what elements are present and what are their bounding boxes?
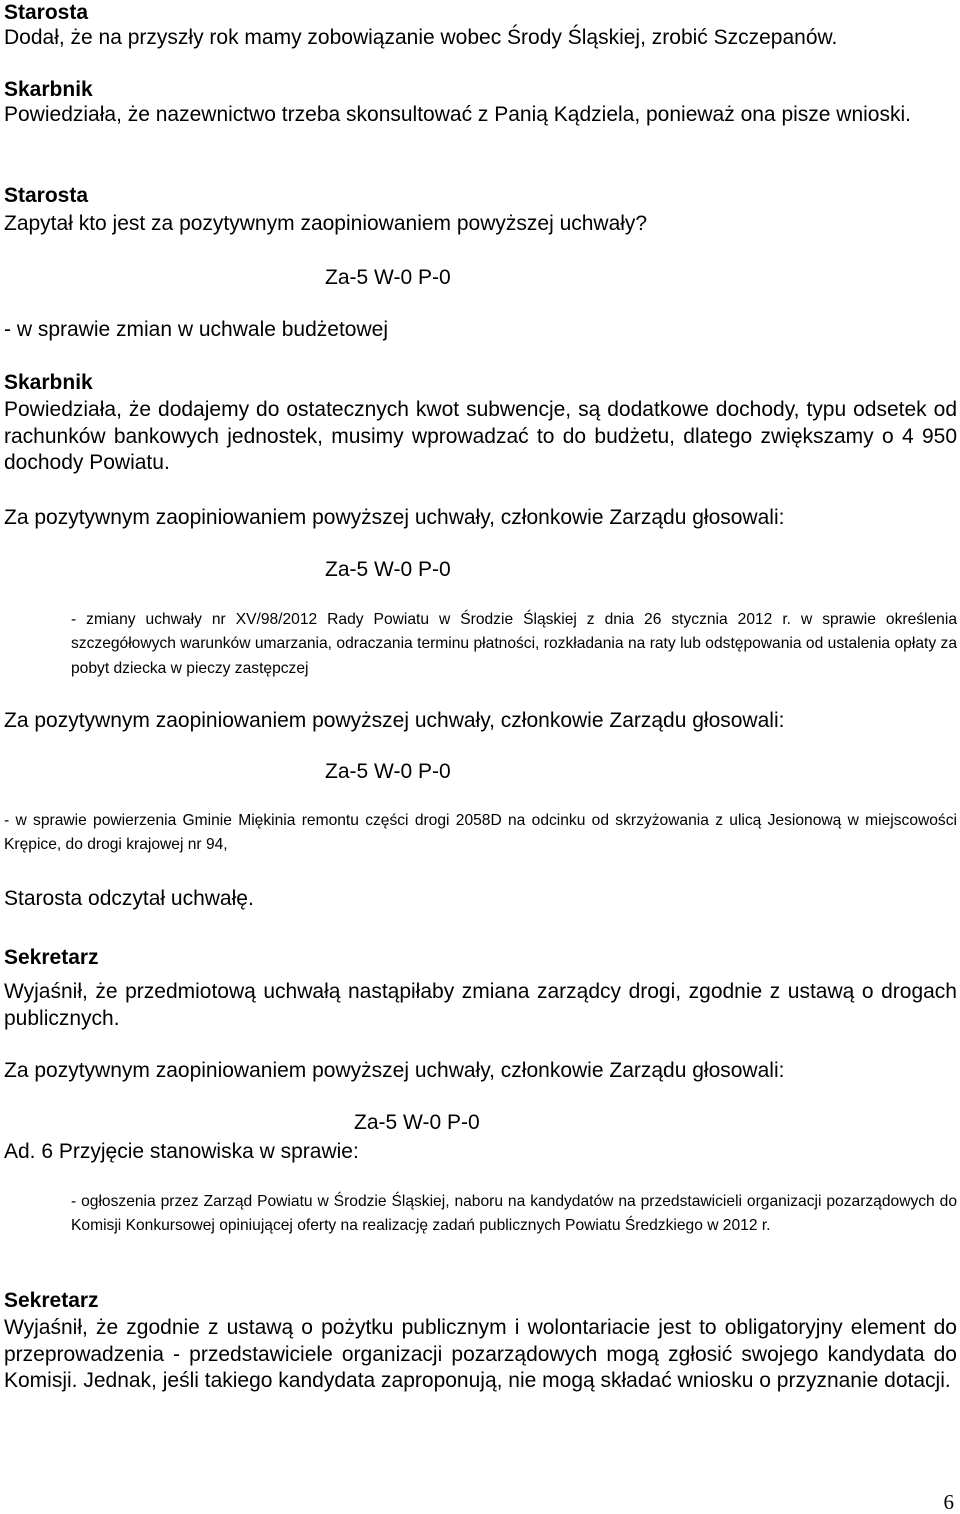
paragraph: Wyjaśnił, że zgodnie z ustawą o pożytku publicznym i wolontariacie jest to obligatoryjny element do przeprowadzenia - przedstawiciele organizacji pozarządowych mogą zgłosić swojego kandydata do Komisji. Jednak, jeśli takiego kandydata zaproponują, nie mogą składać wniosku o przyznanie dotacji. bbox=[4, 1316, 957, 1393]
vote-result: Za-5 W-0 P-0 bbox=[325, 760, 451, 783]
speaker-starosta: Starosta bbox=[4, 1, 89, 24]
note: Starosta odczytał uchwałę. bbox=[4, 887, 254, 910]
agenda-item: - ogłoszenia przez Zarząd Powiatu w Środzie Śląskiej, naboru na kandydatów na przedstawicieli organizacji pozarządowych do Komisji Konkursowej opiniującej oferty na realizację zadań publicznych Powiatu Średzkiego w 2012 r. bbox=[71, 1193, 957, 1235]
vote-intro: Za pozytywnym zaopiniowaniem powyższej uchwały, członkowie Zarządu głosowali: bbox=[4, 1059, 785, 1082]
speaker-sekretarz: Sekretarz bbox=[4, 1289, 99, 1312]
paragraph: Powiedziała, że nazewnictwo trzeba skonsultować z Panią Kądziela, ponieważ ona pisze wnioski. bbox=[4, 103, 911, 126]
vote-result: Za-5 W-0 P-0 bbox=[325, 266, 451, 289]
agenda-item: - w sprawie powierzenia Gminie Miękinia remontu części drogi 2058D na odcinku od skrzyżowania z ulicą Jesionową w miejscowości Krępice, do drogi krajowej nr 94, bbox=[4, 812, 957, 854]
paragraph: Wyjaśnił, że przedmiotową uchwałą nastąpiłaby zmiana zarządcy drogi, zgodnie z ustawą o drogach publicznych. bbox=[4, 980, 957, 1030]
vote-intro: Za pozytywnym zaopiniowaniem powyższej uchwały, członkowie Zarządu głosowali: bbox=[4, 709, 785, 732]
agenda-heading: Ad. 6 Przyjęcie stanowiska w sprawie: bbox=[4, 1140, 359, 1163]
speaker-starosta: Starosta bbox=[4, 184, 89, 207]
agenda-item: - w sprawie zmian w uchwale budżetowej bbox=[4, 318, 388, 341]
speaker-sekretarz: Sekretarz bbox=[4, 946, 99, 969]
paragraph: Dodał, że na przyszły rok mamy zobowiązanie wobec Środy Śląskiej, zrobić Szczepanów. bbox=[4, 26, 838, 49]
vote-result: Za-5 W-0 P-0 bbox=[354, 1111, 480, 1134]
vote-intro: Za pozytywnym zaopiniowaniem powyższej uchwały, członkowie Zarządu głosowali: bbox=[4, 506, 785, 529]
agenda-item: - zmiany uchwały nr XV/98/2012 Rady Powiatu w Środzie Śląskiej z dnia 26 stycznia 2012 r. w sprawie określenia szczegółowych warunków umarzania, odraczania terminu płatności, rozkładania na raty lub odstępowania od ustalenia opłaty za pobyt dziecka w pieczy zastępczej bbox=[71, 611, 957, 677]
page-number: 6 bbox=[943, 1490, 954, 1514]
speaker-skarbnik: Skarbnik bbox=[4, 371, 93, 394]
vote-result: Za-5 W-0 P-0 bbox=[325, 558, 451, 581]
paragraph: Powiedziała, że dodajemy do ostatecznych kwot subwencje, są dodatkowe dochody, typu odsetek od rachunków bankowych jednostek, musimy wprowadzać to do budżetu, dlatego zwiększamy o 4 950 dochody Powiatu. bbox=[4, 398, 957, 475]
paragraph: Zapytał kto jest za pozytywnym zaopiniowaniem powyższej uchwały? bbox=[4, 212, 648, 235]
speaker-skarbnik: Skarbnik bbox=[4, 78, 93, 101]
